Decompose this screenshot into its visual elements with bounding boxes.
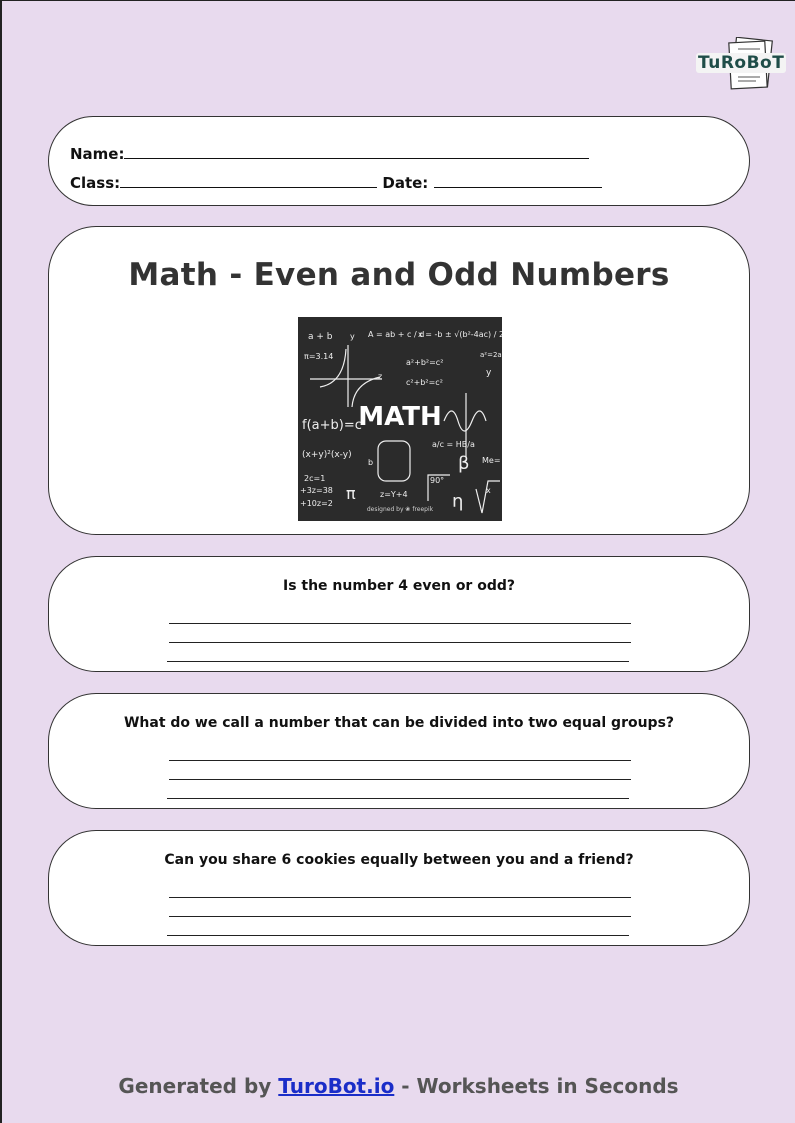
footer-prefix: Generated by [118,1074,279,1098]
formula: f(a+b)=c [302,418,362,433]
question-box [48,830,750,946]
question-box [48,556,750,672]
formula: a²=2a [480,351,502,359]
formula: b [368,458,374,467]
formula: 2c=1 [304,474,326,483]
formula: z=Y+4 [380,490,408,499]
answer-line[interactable] [167,661,629,662]
answer-line[interactable] [169,897,631,898]
formula: a/c = HB/a [432,440,475,449]
date-field[interactable] [434,173,602,188]
answer-line[interactable] [169,642,631,643]
formula: A = ab + c / d [368,330,425,339]
question-box [48,693,750,809]
class-field[interactable] [120,173,377,188]
formula: (x+y)²(x-y) [302,450,352,460]
image-credit: designed by ❀ freepik [366,506,434,513]
formula: c²+b²=c² [406,378,443,387]
answer-line[interactable] [169,779,631,780]
answer-line[interactable] [167,935,629,936]
formula: +3z=38 [300,486,333,495]
footer-suffix: - Worksheets in Seconds [394,1074,679,1098]
formula: π [346,484,356,503]
turobot-link[interactable]: TuroBot.io [278,1074,395,1098]
answer-line[interactable] [169,623,631,624]
name-label: Name: [70,145,125,163]
formula: z [378,372,383,381]
student-info-box [48,116,750,206]
answer-line[interactable] [169,760,631,761]
class-label: Class: [70,174,121,192]
formula: a²+b²=c² [406,358,444,367]
formula: β [458,453,470,474]
answer-line[interactable] [169,916,631,917]
name-field[interactable] [124,144,589,159]
formula: x [486,486,491,495]
formula: x = -b ± √(b²-4ac) / 2a [418,330,502,339]
formula: a + b [308,332,333,342]
math-word: MATH [358,402,442,432]
worksheet-title: Math - Even and Odd Numbers [128,257,670,293]
answer-line[interactable] [167,798,629,799]
formula: Me= [482,456,501,465]
footer [2,1074,795,1098]
formula: y [350,332,355,341]
class-date-row [70,173,602,192]
math-chalkboard-image [298,317,502,521]
formula: η [452,491,464,512]
question-text: Can you share 6 cookies equally between you and a friend? [164,852,634,868]
formula: 90° [430,476,445,485]
question-text: Is the number 4 even or odd? [282,578,515,594]
formula: +10z=2 [300,499,333,508]
question-text: What do we call a number that can be divided into two equal groups? [123,715,675,731]
formula: y [486,368,492,378]
title-box [48,226,750,535]
date-label: Date: [382,174,429,192]
turobot-logo [694,37,785,92]
name-row [70,144,589,163]
logo-text: TuRoBoT [698,53,785,73]
formula: π=3.14 [304,352,334,361]
